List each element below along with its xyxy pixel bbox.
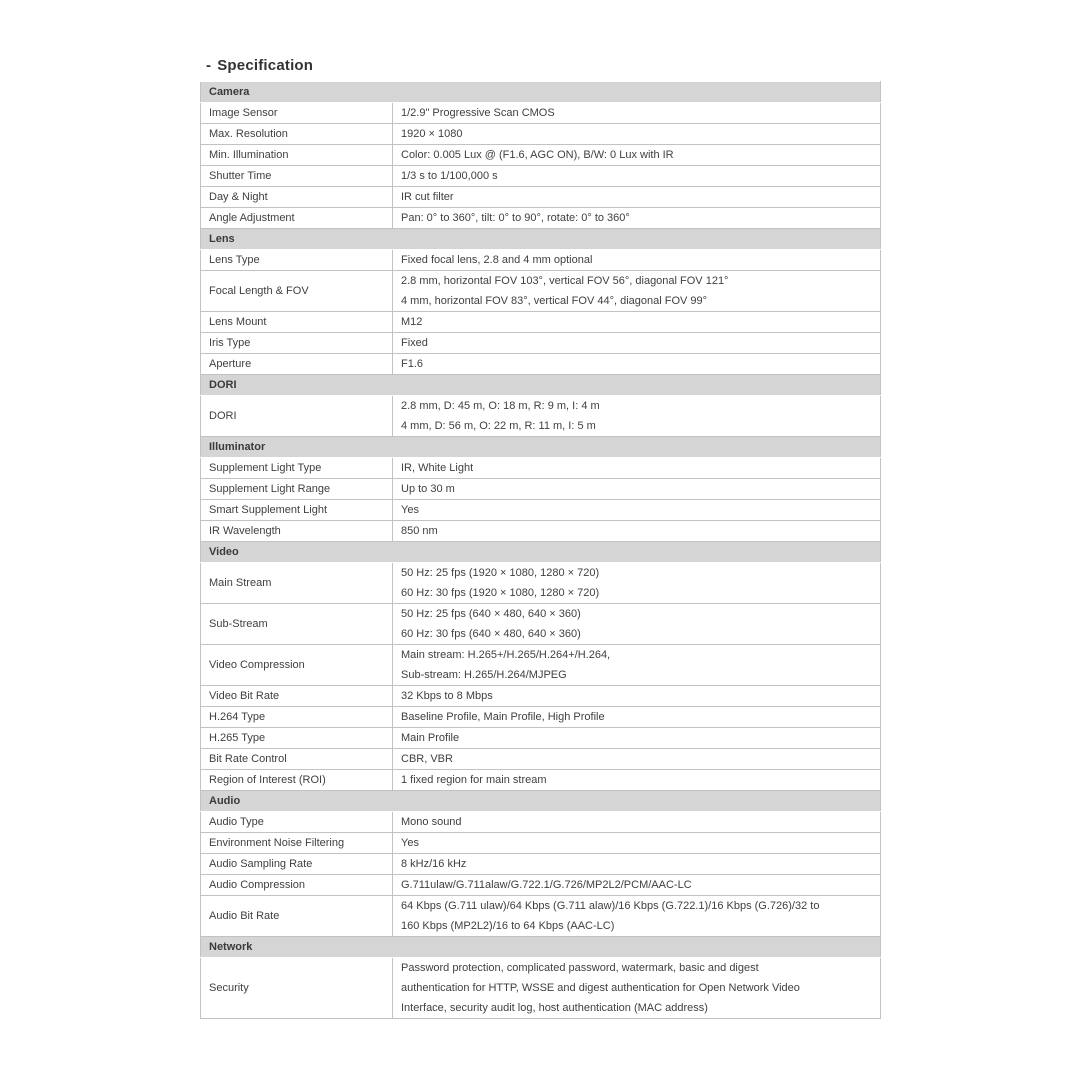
spec-value-line: Color: 0.005 Lux @ (F1.6, AGC ON), B/W: 0 Lux with IR	[401, 149, 674, 161]
spec-value	[393, 854, 881, 875]
spec-row	[201, 833, 881, 854]
spec-row	[201, 312, 881, 333]
spec-value	[393, 645, 881, 686]
spec-row	[201, 707, 881, 728]
spec-value-line: Pan: 0° to 360°, tilt: 0° to 90°, rotate: 0° to 360°	[401, 212, 630, 224]
spec-label: Smart Supplement Light	[201, 500, 393, 521]
spec-value-line: 32 Kbps to 8 Mbps	[401, 690, 493, 702]
spec-label: Security	[201, 958, 393, 1019]
spec-row	[201, 103, 881, 124]
spec-value	[393, 187, 881, 208]
bullet-icon: -	[206, 57, 212, 74]
section-header-row	[201, 791, 881, 812]
spec-value	[393, 749, 881, 770]
spec-label: Sub-Stream	[201, 604, 393, 645]
spec-value-line: Main stream: H.265+/H.265/H.264+/H.264,	[401, 649, 611, 661]
spec-value-line: CBR, VBR	[401, 753, 453, 765]
spec-value-line: G.711ulaw/G.711alaw/G.722.1/G.726/MP2L2/PCM/AAC-LC	[401, 879, 692, 891]
spec-label: H.265 Type	[201, 728, 393, 749]
spec-value	[393, 563, 881, 604]
spec-row	[201, 458, 881, 479]
spec-row	[201, 500, 881, 521]
spec-label: Region of Interest (ROI)	[201, 770, 393, 791]
spec-row	[201, 645, 881, 686]
spec-label: Iris Type	[201, 333, 393, 354]
spec-row	[201, 854, 881, 875]
spec-value	[393, 103, 881, 124]
spec-row	[201, 396, 881, 437]
section-header-row	[201, 229, 881, 250]
spec-value	[393, 333, 881, 354]
spec-label: DORI	[201, 396, 393, 437]
spec-label: Audio Sampling Rate	[201, 854, 393, 875]
spec-label: H.264 Type	[201, 707, 393, 728]
spec-label: Supplement Light Type	[201, 458, 393, 479]
spec-value	[393, 958, 881, 1019]
spec-value-line: 1/2.9" Progressive Scan CMOS	[401, 107, 555, 119]
spec-value-line: 4 mm, horizontal FOV 83°, vertical FOV 44°, diagonal FOV 99°	[401, 295, 708, 307]
spec-label: Focal Length & FOV	[201, 271, 393, 312]
spec-row	[201, 333, 881, 354]
section-header-row	[201, 937, 881, 958]
spec-value-line: 850 nm	[401, 525, 438, 537]
spec-value-line: M12	[401, 316, 423, 328]
spec-value-line: Up to 30 m	[401, 483, 455, 495]
spec-value	[393, 500, 881, 521]
spec-value-line: F1.6	[401, 358, 424, 370]
section-header-label: Network	[201, 937, 881, 958]
specification-table	[200, 81, 881, 1019]
page-title-text: Specification	[217, 57, 314, 74]
spec-value-line: 60 Hz: 30 fps (640 × 480, 640 × 360)	[401, 628, 581, 640]
section-header-label: Lens	[201, 229, 881, 250]
spec-row	[201, 812, 881, 833]
spec-value-line: 1920 × 1080	[401, 128, 463, 140]
spec-value	[393, 166, 881, 187]
spec-value	[393, 250, 881, 271]
spec-value	[393, 271, 881, 312]
spec-value	[393, 208, 881, 229]
spec-value-line: 160 Kbps (MP2L2)/16 to 64 Kbps (AAC-LC)	[401, 920, 615, 932]
spec-label: Min. Illumination	[201, 145, 393, 166]
spec-value	[393, 812, 881, 833]
spec-label: Main Stream	[201, 563, 393, 604]
section-header-label: Video	[201, 542, 881, 563]
spec-row	[201, 728, 881, 749]
spec-row	[201, 875, 881, 896]
spec-value-line: 2.8 mm, D: 45 m, O: 18 m, R: 9 m, I: 4 m	[401, 400, 600, 412]
section-header-label: DORI	[201, 375, 881, 396]
section-header-row	[201, 82, 881, 103]
spec-row	[201, 208, 881, 229]
spec-value	[393, 312, 881, 333]
spec-value-line: Yes	[401, 837, 419, 849]
spec-value-line: 50 Hz: 25 fps (1920 × 1080, 1280 × 720)	[401, 567, 600, 579]
spec-label: Angle Adjustment	[201, 208, 393, 229]
spec-value	[393, 770, 881, 791]
spec-value-line: 1 fixed region for main stream	[401, 774, 547, 786]
spec-row	[201, 604, 881, 645]
spec-sheet	[200, 57, 881, 1019]
spec-value-line: Sub-stream: H.265/H.264/MJPEG	[401, 669, 567, 681]
spec-row	[201, 479, 881, 500]
spec-value	[393, 707, 881, 728]
section-header-row	[201, 437, 881, 458]
spec-label: Supplement Light Range	[201, 479, 393, 500]
spec-value-line: 8 kHz/16 kHz	[401, 858, 467, 870]
spec-value-line: IR cut filter	[401, 191, 454, 203]
section-header-label: Illuminator	[201, 437, 881, 458]
spec-value	[393, 124, 881, 145]
spec-row	[201, 686, 881, 707]
spec-label: Aperture	[201, 354, 393, 375]
spec-row	[201, 896, 881, 937]
spec-value-line: Fixed	[401, 337, 428, 349]
spec-row	[201, 166, 881, 187]
spec-value-line: Yes	[401, 504, 419, 516]
spec-label: Bit Rate Control	[201, 749, 393, 770]
spec-value-line: authentication for HTTP, WSSE and digest authentication for Open Network Video	[401, 982, 800, 994]
spec-value-line: 64 Kbps (G.711 ulaw)/64 Kbps (G.711 alaw)/16 Kbps (G.722.1)/16 Kbps (G.726)/32 to	[401, 900, 820, 912]
spec-value	[393, 354, 881, 375]
spec-row	[201, 271, 881, 312]
spec-value	[393, 686, 881, 707]
spec-value-line: Mono sound	[401, 816, 462, 828]
spec-label: Audio Compression	[201, 875, 393, 896]
spec-label: Video Bit Rate	[201, 686, 393, 707]
spec-row	[201, 521, 881, 542]
spec-label: Day & Night	[201, 187, 393, 208]
spec-label: Audio Type	[201, 812, 393, 833]
spec-row	[201, 124, 881, 145]
spec-value-line: Interface, security audit log, host authentication (MAC address)	[401, 1002, 708, 1014]
spec-label: Shutter Time	[201, 166, 393, 187]
spec-row	[201, 145, 881, 166]
spec-value-line: Password protection, complicated password, watermark, basic and digest	[401, 962, 759, 974]
spec-value	[393, 833, 881, 854]
spec-value-line: 2.8 mm, horizontal FOV 103°, vertical FOV 56°, diagonal FOV 121°	[401, 275, 729, 287]
spec-label: Environment Noise Filtering	[201, 833, 393, 854]
spec-table-body	[201, 82, 881, 1019]
spec-value-line: Main Profile	[401, 732, 460, 744]
spec-label: Video Compression	[201, 645, 393, 686]
spec-row	[201, 749, 881, 770]
spec-row	[201, 187, 881, 208]
spec-value	[393, 728, 881, 749]
spec-value-line: 60 Hz: 30 fps (1920 × 1080, 1280 × 720)	[401, 587, 600, 599]
spec-value	[393, 604, 881, 645]
spec-value	[393, 458, 881, 479]
spec-row	[201, 354, 881, 375]
spec-label: Lens Mount	[201, 312, 393, 333]
spec-label: IR Wavelength	[201, 521, 393, 542]
spec-row	[201, 770, 881, 791]
spec-row	[201, 563, 881, 604]
spec-value	[393, 145, 881, 166]
spec-row	[201, 250, 881, 271]
section-header-row	[201, 542, 881, 563]
section-header-row	[201, 375, 881, 396]
spec-label: Lens Type	[201, 250, 393, 271]
spec-value-line: 1/3 s to 1/100,000 s	[401, 170, 498, 182]
spec-value	[393, 521, 881, 542]
spec-value	[393, 875, 881, 896]
spec-label: Max. Resolution	[201, 124, 393, 145]
spec-label: Image Sensor	[201, 103, 393, 124]
spec-row	[201, 958, 881, 1019]
spec-value-line: 50 Hz: 25 fps (640 × 480, 640 × 360)	[401, 608, 581, 620]
spec-value-line: Baseline Profile, Main Profile, High Profile	[401, 711, 605, 723]
spec-value	[393, 396, 881, 437]
spec-value-line: Fixed focal lens, 2.8 and 4 mm optional	[401, 254, 593, 266]
spec-value-line: 4 mm, D: 56 m, O: 22 m, R: 11 m, I: 5 m	[401, 420, 596, 432]
page-title	[206, 57, 881, 74]
spec-value	[393, 479, 881, 500]
spec-label: Audio Bit Rate	[201, 896, 393, 937]
section-header-label: Camera	[201, 82, 881, 103]
spec-value	[393, 896, 881, 937]
section-header-label: Audio	[201, 791, 881, 812]
spec-value-line: IR, White Light	[401, 462, 474, 474]
